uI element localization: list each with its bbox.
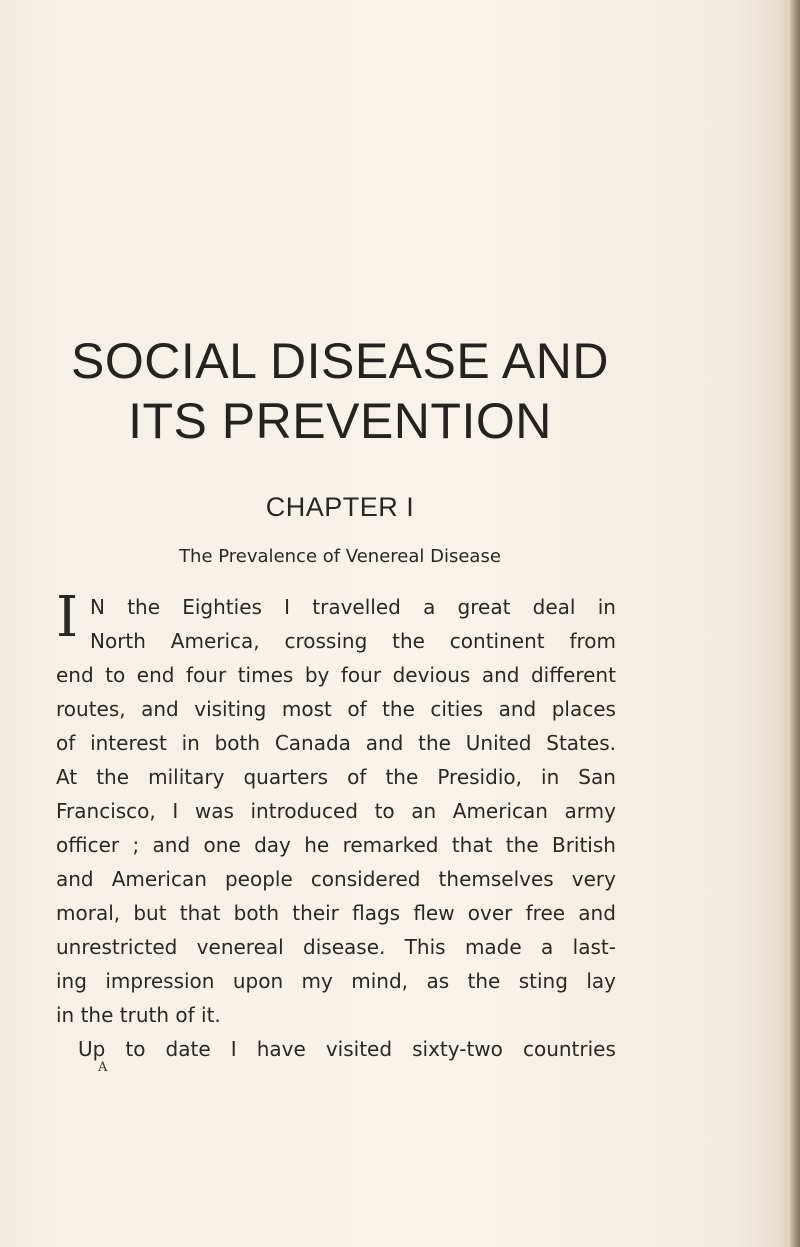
word: American [452,799,548,823]
word: free [525,901,566,925]
word: travelled [312,595,401,619]
word: great [457,595,511,619]
word: impression [105,969,215,993]
paragraph-line [90,624,616,658]
word: the [96,765,130,789]
word: the [127,595,161,619]
paragraph-line [56,692,616,726]
word: sting [518,969,568,993]
word: last- [572,935,616,959]
word: I [284,595,291,619]
paragraph-line [56,828,616,862]
word: devious [392,663,471,687]
word: as [426,969,450,993]
word: was [194,799,234,823]
paragraph-line [56,930,616,964]
word: themselves [438,867,554,891]
word: upon [232,969,284,993]
word: the [382,697,415,721]
word: Canada [274,731,351,755]
word: America, [170,629,260,653]
word: date [165,1037,211,1061]
word: in [181,731,200,755]
word: that [179,901,221,925]
paragraph-2-line [78,1032,616,1066]
word: States. [546,731,616,755]
chapter-heading: CHAPTER I [265,492,415,522]
word: unrestricted [56,935,178,959]
book-title-line-1: SOCIAL DISEASE AND [71,333,609,389]
word: N [90,595,105,619]
paragraph-line [56,760,616,794]
word: people [224,867,293,891]
word: mind, [351,969,409,993]
word: This [404,935,446,959]
word: I [230,1037,237,1061]
word: but [133,901,167,925]
word: cities [430,697,484,721]
word: disease. [303,935,386,959]
word: most [281,697,332,721]
word: flags [352,901,401,925]
word: continent [449,629,545,653]
word: considered [310,867,421,891]
word: and [578,901,616,925]
word: deal [532,595,576,619]
word: and [56,867,94,891]
word: to [105,663,126,687]
word: a [423,595,436,619]
page-gutter-shadow [790,0,800,1247]
word: to [374,799,395,823]
word: the [385,765,419,789]
word: end [136,663,175,687]
word: an [411,799,437,823]
word: and [498,697,537,721]
word: very [571,867,616,891]
word: United [465,731,532,755]
chapter-subtitle: The Prevalence of Venereal Disease [179,546,501,567]
word: Francisco, [56,799,156,823]
word: sixty-two [412,1037,503,1061]
word: places [551,697,616,721]
word: he [304,833,330,857]
word: venereal [196,935,284,959]
word: I [172,799,179,823]
word: crossing [284,629,368,653]
word: Presidio, [437,765,522,789]
paragraph-line: in the truth of it. [56,1003,221,1027]
word: day [254,833,291,857]
word: of [56,731,76,755]
drop-cap: I [56,585,79,650]
word: the [418,731,451,755]
word: and [481,663,520,687]
word: American [111,867,207,891]
word: over [467,901,513,925]
word: San [578,765,616,789]
paragraph-line [56,658,616,692]
word: moral, [56,901,121,925]
book-title-line-2: ITS PREVENTION [128,393,552,449]
word: made [464,935,522,959]
word: At [56,765,78,789]
word: and [365,731,404,755]
word: have [256,1037,306,1061]
word: one [203,833,241,857]
word: countries [522,1037,616,1061]
word: quarters [243,765,329,789]
word: officer [56,833,120,857]
word: Eighties [182,595,262,619]
word: times [237,663,294,687]
paragraph-line [56,964,616,998]
word: different [530,663,616,687]
word: introduced [250,799,358,823]
word: routes, [56,697,126,721]
word: my [301,969,333,993]
paragraph-line [56,896,616,930]
paragraph-line [56,726,616,760]
word: to [125,1037,146,1061]
word: in [597,595,616,619]
word: visiting [194,697,267,721]
word: the [505,833,539,857]
word: the [392,629,425,653]
word: North [90,629,146,653]
word: British [551,833,616,857]
word: visited [325,1037,393,1061]
paragraph-line [56,862,616,896]
word: that [451,833,493,857]
word: of [347,697,367,721]
paragraph-line [90,590,616,624]
word: of [347,765,367,789]
word: in [541,765,560,789]
word: Up [78,1037,106,1061]
word: four [186,663,227,687]
word: ; [132,833,140,857]
word: both [214,731,261,755]
word: military [148,765,225,789]
word: from [569,629,616,653]
paragraph-line [56,794,616,828]
signature-mark: A [98,1060,109,1075]
word: lay [586,969,616,993]
word: remarked [342,833,439,857]
word: and [141,697,179,721]
word: flew [413,901,455,925]
word: by [304,663,330,687]
word: their [292,901,339,925]
word: ing [56,969,87,993]
word: army [564,799,616,823]
word: end [56,663,94,687]
word: interest [90,731,167,755]
word: the [467,969,501,993]
word: four [340,663,382,687]
word: both [233,901,280,925]
word: a [541,935,554,959]
word: and [152,833,191,857]
